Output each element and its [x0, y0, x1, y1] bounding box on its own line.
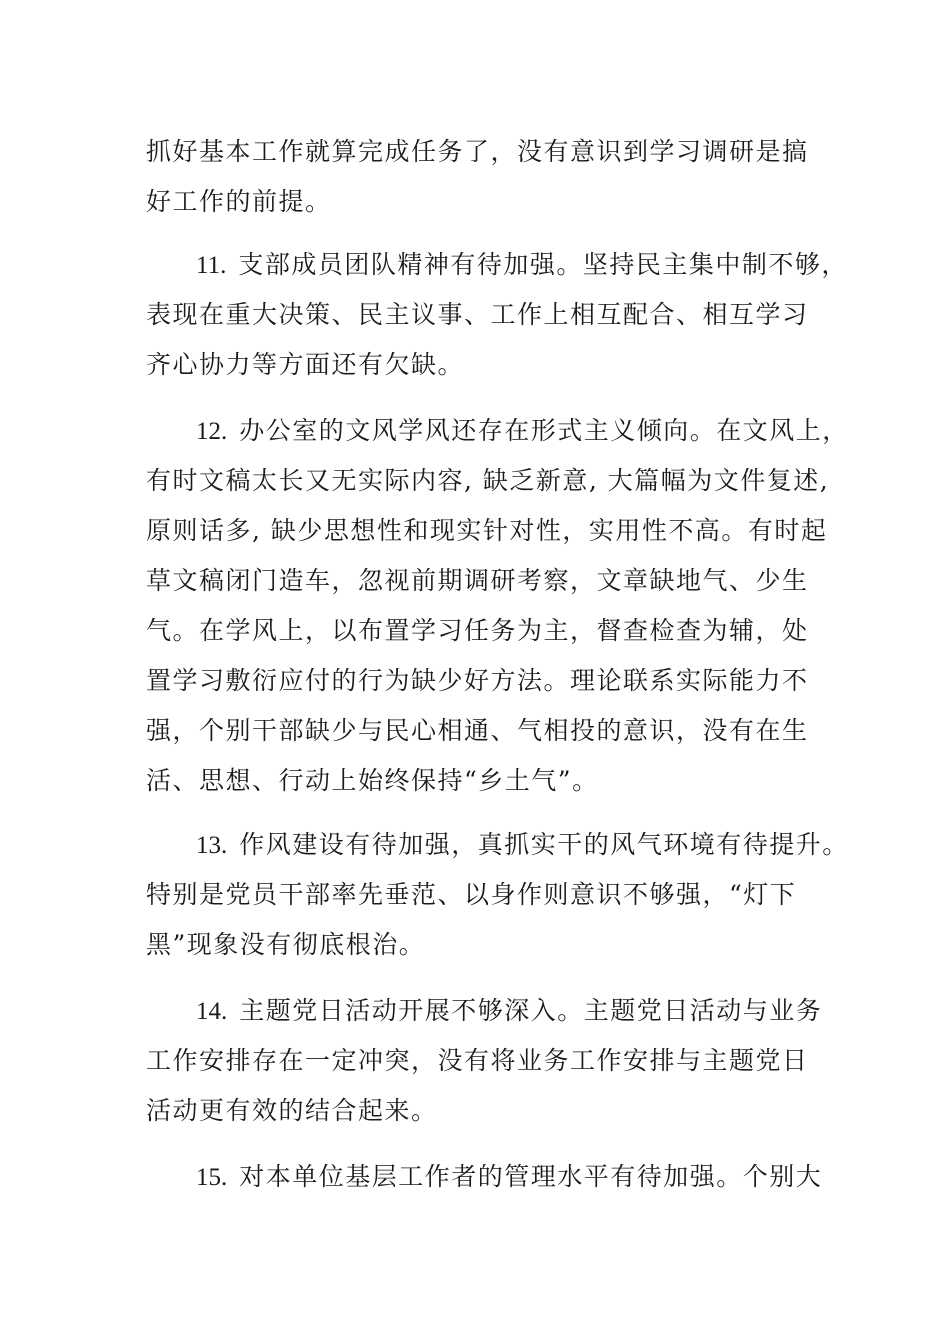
paragraph-line: 气。在学风上，以布置学习任务为主，督查检查为辅，处 — [146, 616, 809, 645]
paragraph-line-text: 办公室的文风学风还存在形式主义倾向。在文风上， — [239, 416, 849, 445]
paragraph-line: 原则话多, 缺少思想性和现实针对性，实用性不高。有时起 — [146, 516, 828, 545]
item-number: 15. — [196, 1164, 228, 1191]
paragraph-line-text: 支部成员团队精神有待加强。坚持民主集中制不够， — [238, 250, 848, 279]
item-number: 11. — [196, 252, 227, 279]
paragraph-line: 活、思想、行动上始终保持“乡土气”。 — [146, 766, 599, 795]
paragraph-line: 抓好基本工作就算完成任务了，没有意识到学习调研是搞 — [146, 137, 809, 166]
paragraph-line: 特别是党员干部率先垂范、以身作则意识不够强，“灯下 — [146, 880, 797, 909]
paragraph-first-line — [146, 406, 849, 456]
paragraph-line: 表现在重大决策、民主议事、工作上相互配合、相互学习 — [146, 300, 809, 329]
paragraph-line-text: 对本单位基层工作者的管理水平有待加强。个别大 — [239, 1162, 823, 1191]
paragraph-line: 工作安排存在一定冲突，没有将业务工作安排与主题党日 — [146, 1046, 809, 1075]
paragraph-13 — [146, 820, 849, 970]
item-number: 13. — [196, 832, 228, 859]
paragraph-continuation — [146, 127, 818, 227]
paragraph-first-line — [146, 986, 823, 1036]
paragraph-12 — [146, 406, 849, 806]
paragraph-line: 齐心协力等方面还有欠缺。 — [146, 350, 465, 379]
paragraph-11 — [146, 240, 848, 390]
paragraph-first-line — [146, 240, 848, 290]
paragraph-line: 置学习敷衍应付的行为缺少好方法。理论联系实际能力不 — [146, 666, 809, 695]
paragraph-14 — [146, 986, 823, 1136]
item-number: 12. — [196, 418, 228, 445]
paragraph-line-text: 作风建设有待加强，真抓实干的风气环境有待提升。 — [239, 830, 849, 859]
paragraph-line: 黑”现象没有彻底根治。 — [146, 930, 426, 959]
paragraph-15 — [146, 1152, 823, 1202]
paragraph-first-line — [146, 1152, 823, 1202]
paragraph-line-text: 主题党日活动开展不够深入。主题党日活动与业务 — [239, 996, 823, 1025]
paragraph-line: 活动更有效的结合起来。 — [146, 1096, 438, 1125]
item-number: 14. — [196, 998, 228, 1025]
paragraph-line: 强，个别干部缺少与民心相通、气相投的意识，没有在生 — [146, 716, 809, 745]
paragraph-line: 好工作的前提。 — [146, 187, 332, 216]
paragraph-line: 草文稿闭门造车，忽视前期调研考察，文章缺地气、少生 — [146, 566, 809, 595]
paragraph-line: 有时文稿太长又无实际内容, 缺乏新意, 大篇幅为文件复述, — [146, 466, 830, 495]
paragraph-first-line — [146, 820, 849, 870]
